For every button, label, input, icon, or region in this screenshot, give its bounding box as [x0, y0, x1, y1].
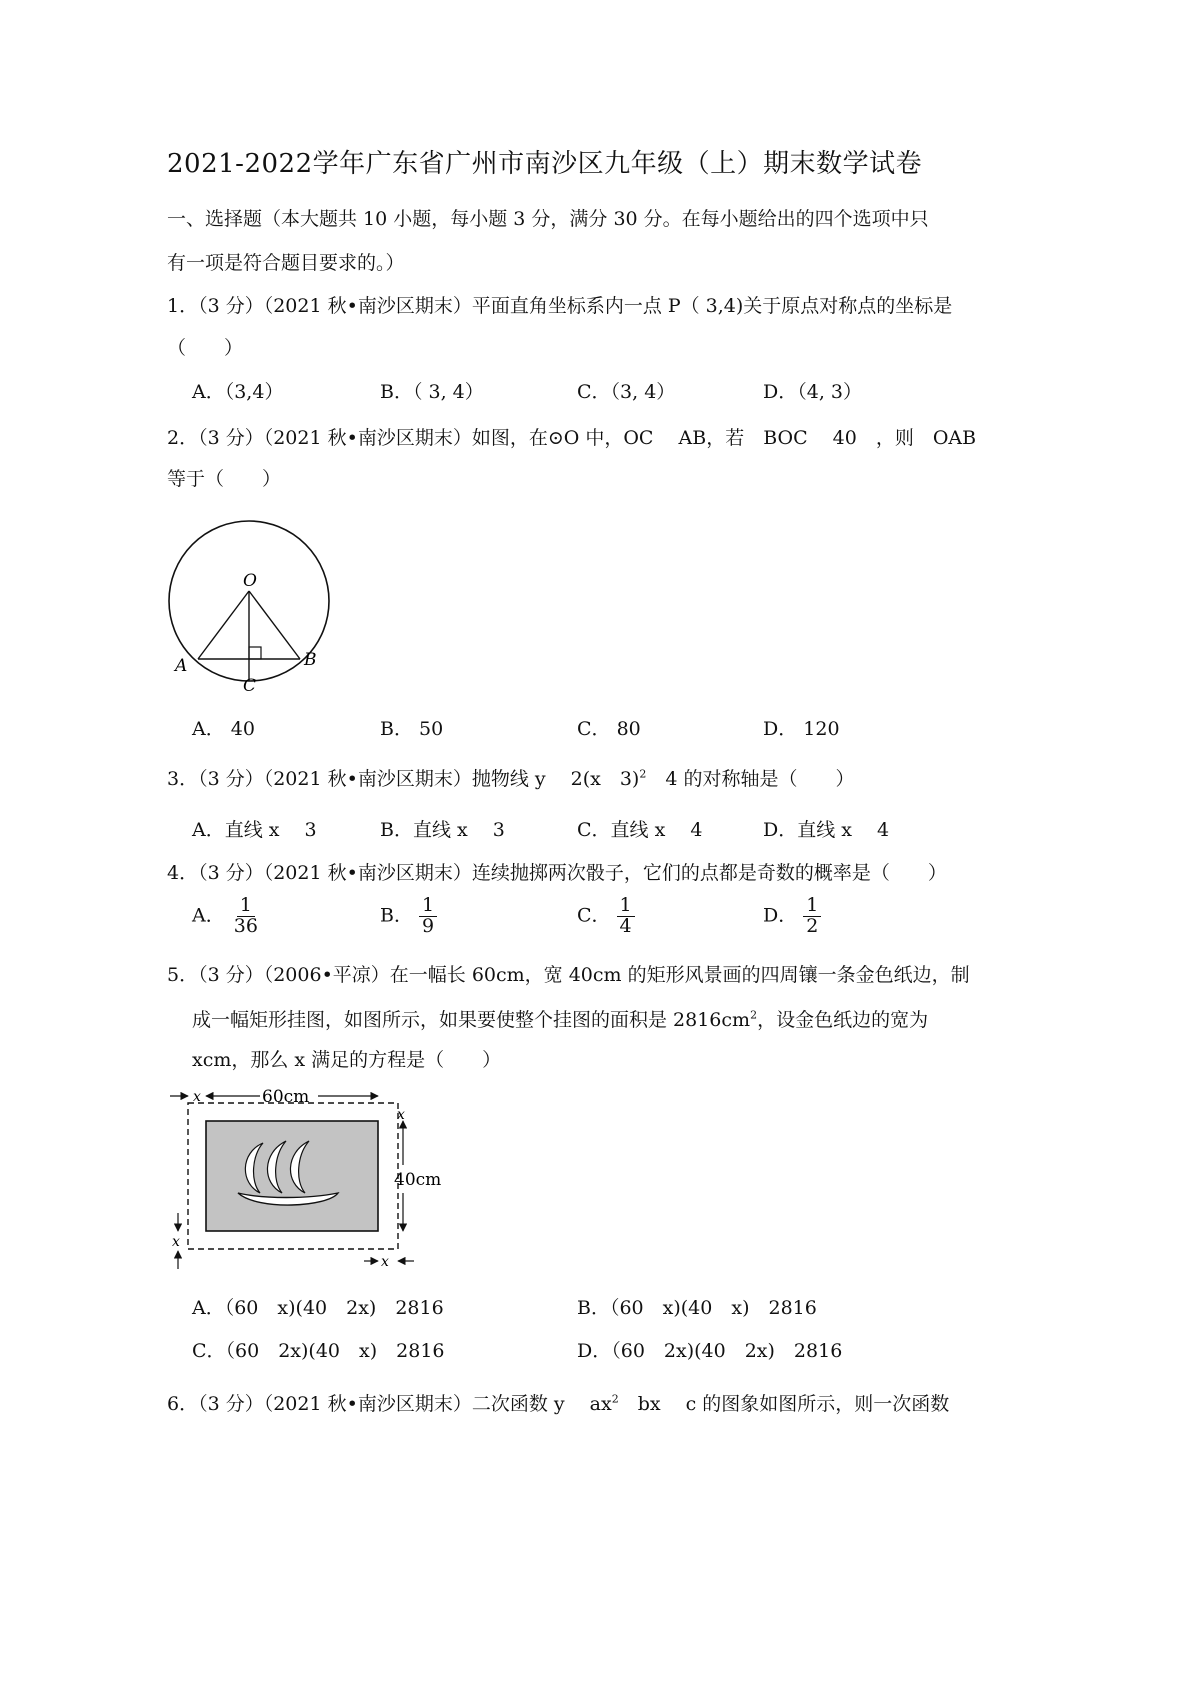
q4-option-d-numerator: 1 [803, 896, 821, 917]
q3-stem [167, 764, 855, 791]
label-b: B [304, 650, 317, 670]
q4-option-d [763, 896, 821, 937]
q5-stem-line2 [192, 1005, 928, 1032]
q5-stem-line1: 5．（3 分）（2006•平凉）在一幅长 60cm，宽 40cm 的矩形风景画的四周镶一条金色纸边，制 [167, 964, 970, 986]
q4-option-a [192, 896, 261, 937]
q3-option-d: D．直线 x 4 [763, 819, 890, 841]
q6-exponent: 2 [611, 1392, 619, 1406]
q4-option-d-label: D． [763, 904, 798, 927]
q4-option-c-numerator: 1 [617, 896, 635, 917]
q4-option-c-label: C． [577, 904, 611, 927]
q6-stem-start: 6．（3 分）（2021 秋•南沙区期末）二次函数 y ax [167, 1393, 612, 1415]
q4-option-c [577, 896, 635, 937]
q3-stem-end: 4 的对称轴是（ ） [646, 768, 855, 790]
q5-stem-line3: xcm，那么 x 满足的方程是（ ） [192, 1049, 502, 1071]
q6-stem [167, 1389, 949, 1416]
q3-option-b: B．直线 x 3 [380, 819, 505, 841]
q4-option-b-denominator: 9 [421, 914, 435, 937]
q1-option-b: B．（ 3, 4） [380, 381, 484, 403]
label-x-top: x [193, 1089, 201, 1105]
q2-option-a: A． 40 [192, 718, 255, 740]
q4-option-a-denominator: 36 [233, 914, 258, 937]
q4-option-a-numerator: 1 [237, 896, 255, 917]
q2-stem-line2: 等于（ ） [167, 468, 282, 490]
label-x-right: x [397, 1107, 405, 1123]
q2-option-d: D． 120 [763, 718, 840, 740]
label-x-left: x [172, 1234, 180, 1250]
label-x-bottom: x [381, 1254, 389, 1270]
q2-option-c: C． 80 [577, 718, 641, 740]
q5-stem-line2-end: ，设金色纸边的宽为 [757, 1009, 929, 1031]
right-angle-mark [249, 647, 261, 659]
section-heading-line2: 有一项是符合题目要求的。） [167, 252, 405, 274]
q4-option-b-label: B． [380, 904, 413, 927]
q3-option-a: A．直线 x 3 [192, 819, 317, 841]
q5-stem-line2-start: 成一幅矩形挂图，如图所示，如果要使整个挂图的面积是 2816cm [192, 1009, 751, 1031]
q1-option-a: A．（3,4） [192, 381, 284, 403]
q4-option-c-denominator: 4 [619, 914, 632, 937]
label-c: C [243, 676, 257, 695]
section-heading-line1: 一、选择题（本大题共 10 小题，每小题 3 分，满分 30 分。在每小题给出的四个选项中只 [167, 208, 929, 230]
q6-stem-end: bx c 的图象如图所示，则一次函数 [618, 1393, 950, 1415]
q4-option-b [380, 896, 437, 937]
q3-stem-start: 3．（3 分）（2021 秋•南沙区期末）抛物线 y 2(x 3) [167, 768, 640, 790]
q2-stem-line1: 2．（3 分）（2021 秋•南沙区期末）如图，在⊙O 中，OC AB，若 BOC 40 ，则 OAB [167, 427, 977, 449]
q4-option-b-numerator: 1 [419, 896, 437, 917]
q5-frame-figure [168, 1083, 458, 1278]
q5-option-b: B．（60 x)(40 x) 2816 [577, 1297, 817, 1319]
q1-option-d: D．（4, 3） [763, 381, 862, 403]
q2-circle-figure [165, 515, 345, 695]
q5-option-c: C．（60 2x)(40 x) 2816 [192, 1340, 445, 1362]
q2-option-b: B． 50 [380, 718, 444, 740]
label-a: A [175, 656, 188, 676]
q5-option-d: D．（60 2x)(40 2x) 2816 [577, 1340, 843, 1362]
segment-oa [198, 591, 249, 659]
segment-ob [249, 591, 300, 659]
q4-stem: 4．（3 分）（2021 秋•南沙区期末）连续抛掷两次骰子，它们的点都是奇数的概率是（ ） [167, 862, 947, 884]
page-title: 2021-2022学年广东省广州市南沙区九年级（上）期末数学试卷 [167, 149, 923, 179]
q1-stem-line2: （ ） [167, 337, 244, 359]
q1-option-c: C．（3, 4） [577, 381, 676, 403]
label-height: 40cm [394, 1170, 442, 1190]
label-width: 60cm [262, 1087, 310, 1107]
q3-exponent: 2 [639, 767, 647, 781]
q1-stem-line1: 1．（3 分）（2021 秋•南沙区期末）平面直角坐标系内一点 P（ 3,4)关于原点对称点的坐标是 [167, 295, 953, 317]
label-o: O [243, 571, 257, 591]
q4-option-a-label: A． [192, 904, 225, 927]
q3-option-c: C．直线 x 4 [577, 819, 703, 841]
q5-option-a: A．（60 x)(40 2x) 2816 [192, 1297, 444, 1319]
q5-exponent: 2 [750, 1008, 758, 1022]
q4-option-d-denominator: 2 [806, 914, 819, 937]
